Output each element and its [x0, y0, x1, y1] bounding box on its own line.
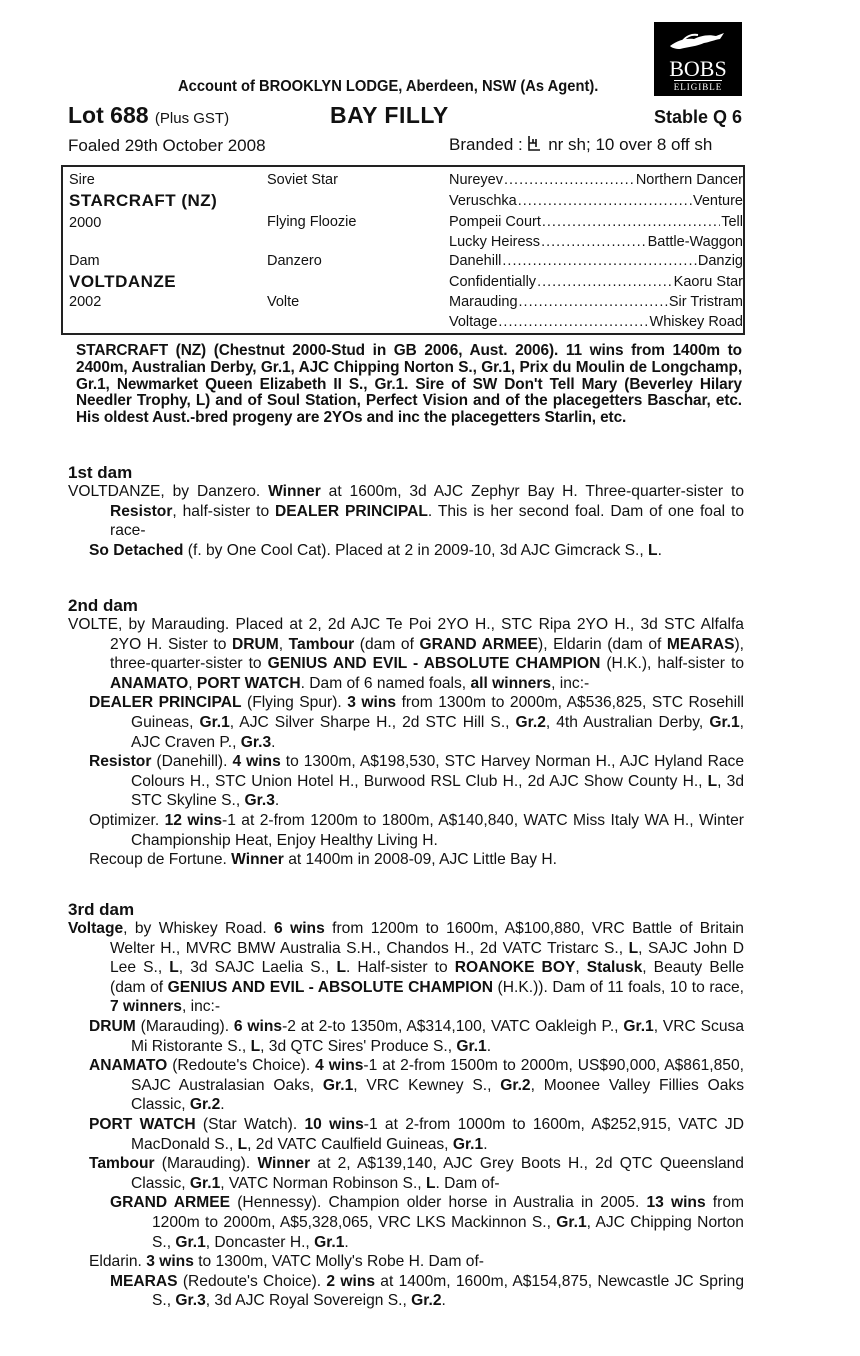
bold-text: MEARAS — [666, 635, 735, 653]
bold-text: 12 wins — [164, 811, 223, 829]
produce-entry — [68, 919, 744, 1017]
bold-text: GENIUS AND EVIL - ABSOLUTE CHAMPION — [167, 978, 493, 996]
ancestor-sire: Kaoru Star — [673, 274, 743, 290]
text: (dam of — [354, 635, 420, 653]
bold-text: Gr.3 — [175, 1292, 206, 1310]
text: . — [344, 1233, 349, 1251]
text: . — [486, 1037, 492, 1055]
bold-text: L — [169, 959, 179, 977]
produce-entry — [68, 1017, 744, 1056]
leader-dots — [502, 253, 696, 269]
bold-text: Gr.1 — [175, 1233, 206, 1251]
bold-text: DRUM — [231, 635, 279, 653]
produce-entry — [68, 1056, 744, 1115]
produce-entry — [68, 1272, 744, 1311]
brand-description: nr sh; 10 over 8 off sh — [548, 135, 713, 154]
brand-info — [449, 135, 712, 155]
bold-text: MEARAS — [110, 1272, 178, 1290]
text: , AJC Craven P., — [131, 713, 744, 751]
text: at 1400m, 1600m, A$154,875, Newcastle JC Spring S., — [152, 1272, 744, 1310]
bold-text: Gr.1 — [199, 713, 230, 731]
ancestor-name: Danehill — [449, 253, 502, 269]
text: to 1300m, VATC Molly's Robe H. Dam of- — [193, 1253, 484, 1271]
text: , SAJC John D Lee S., — [110, 939, 744, 977]
text: at 1600m, 3d AJC Zephyr Bay H. Three-quarter-sister to — [320, 483, 744, 500]
bobs-logo — [654, 22, 742, 96]
text: (Marauding). — [135, 1017, 234, 1035]
ancestor-name: Voltage — [449, 314, 498, 330]
sire-dam: Flying Floozie — [267, 214, 357, 230]
text: , by Whiskey Road. — [123, 920, 275, 937]
horse-description: BAY FILLY — [330, 102, 449, 128]
dam-name: VOLTDANZE — [69, 272, 177, 291]
sire-year: 2000 — [69, 215, 102, 231]
gst-note: (Plus GST) — [154, 110, 230, 127]
branded-label: Branded : — [449, 135, 523, 154]
bold-text: Resistor — [110, 502, 173, 520]
text: , 3d QTC Sires' Produce S., — [260, 1037, 457, 1055]
bold-text: Gr.1 — [189, 1174, 221, 1192]
text: Recoup de Fortune. — [89, 851, 232, 869]
ancestor-name: Marauding — [449, 294, 518, 310]
bold-text: 4 wins — [232, 753, 281, 771]
pedigree-ancestor — [449, 314, 743, 330]
leader-dots — [498, 314, 648, 330]
text: -2 at 2-to 1350m, A$314,100, VATC Oakleigh P., — [282, 1017, 624, 1035]
ancestor-name: Pompeii Court — [449, 214, 541, 230]
leader-dots — [519, 294, 668, 310]
leader-dots — [518, 193, 692, 209]
sire-name: STARCRAFT (NZ) — [69, 191, 218, 210]
bold-text: Tambour — [288, 635, 355, 653]
text: (Redoute's Choice). — [167, 1057, 316, 1075]
leader-dots — [542, 214, 720, 230]
leader-dots — [537, 274, 673, 290]
text: , half-sister to — [172, 502, 276, 520]
text: (Redoute's Choice). — [177, 1272, 327, 1290]
sire-label: Sire — [69, 172, 95, 188]
produce-entry — [68, 1154, 744, 1193]
text: , inc:- — [181, 998, 221, 1016]
text: (H.K.)). Dam of 11 foals, 10 to race, — [493, 978, 744, 996]
sire-summary: STARCRAFT (NZ) (Chestnut 2000-Stud in GB 2006, Aust. 2006). 11 wins from 1400m to 2400m, Australian Derby, Gr.1, AJC Chipping Norton S., Gr.1, Prix du Moulin de Longchamp, Gr.1, Newmarket Queen Elizabeth II S., Gr.1. Sire of SW Don't Tell Mary (Beverley Hilary Needler Trophy, L) and of Soul Station, Perfect Vision and of the placegetters Baschar, etc. His oldest Aust.-bred progeny are 2YOs and inc the placegetters Starlin, etc. — [76, 342, 742, 427]
text: . — [271, 733, 276, 751]
bold-text: Gr.1 — [556, 1213, 587, 1231]
bold-text: L — [425, 1174, 436, 1192]
bold-text: GRAND ARMEE — [419, 635, 538, 653]
bold-text: 10 wins — [304, 1115, 364, 1133]
produce-entry — [68, 850, 744, 870]
text: . This is her second foal. Dam of one foal to race- — [110, 502, 744, 540]
bold-text: ROANOKE BOY — [454, 959, 576, 977]
pedigree-ancestor — [449, 253, 743, 269]
text: (Star Watch). — [195, 1115, 305, 1133]
third-dam-heading: 3rd dam — [68, 900, 135, 919]
sire-sire: Soviet Star — [267, 172, 338, 188]
bold-text: Gr.1 — [322, 1076, 354, 1094]
bold-text: So Detached — [89, 541, 184, 559]
second-dam-heading: 2nd dam — [68, 596, 138, 615]
produce-entry — [68, 1252, 744, 1272]
ancestor-name: Confidentially — [449, 274, 537, 290]
text: , VRC Scusa Mi Ristorante S., — [131, 1017, 744, 1055]
stable-number: Stable Q 6 — [653, 107, 742, 127]
text: . Dam of- — [435, 1174, 500, 1192]
text: -1 at 2-from 1000m to 1600m, A$252,915, VATC JD MacDonald S., — [131, 1115, 744, 1153]
bold-text: PORT WATCH — [196, 674, 301, 692]
bold-text: L — [336, 959, 346, 977]
horse-icon — [668, 30, 728, 52]
second-dam-section — [68, 596, 744, 870]
brand-icon — [527, 135, 541, 151]
bold-text: 13 wins — [646, 1194, 706, 1212]
text: ), Eldarin (dam of — [538, 635, 667, 653]
first-dam-section — [68, 463, 744, 560]
produce-entry — [68, 615, 744, 693]
text: , — [278, 635, 289, 653]
bold-text: 3 wins — [146, 1253, 194, 1271]
pedigree-ancestor — [449, 234, 743, 250]
text: (H.K.), half-sister to — [600, 655, 745, 673]
bold-text: Resistor — [89, 753, 152, 771]
bold-text: Gr.1 — [623, 1017, 654, 1035]
text: -1 at 2-from 1500m to 2000m, US$90,000, A$861,850, SAJC Australasian Oaks, — [131, 1057, 744, 1094]
text: , Beauty Belle (dam of — [110, 959, 744, 996]
ancestor-sire: Sir Tristram — [668, 294, 743, 310]
bold-text: Tambour — [89, 1155, 155, 1173]
text: , 3d AJC Royal Sovereign S., — [205, 1292, 412, 1310]
produce-entry — [68, 482, 744, 541]
text: , 3d STC Skyline S., — [131, 772, 744, 810]
text: . Dam of 6 named foals, — [300, 674, 471, 692]
dam-dam: Volte — [267, 294, 300, 310]
pedigree-table — [61, 165, 745, 335]
text: , — [575, 959, 587, 977]
logo-text: BOBS — [669, 56, 727, 81]
bold-text: Gr.2 — [500, 1076, 531, 1094]
text: (Hennessy). Champion older horse in Australia in 2005. — [230, 1194, 647, 1212]
produce-entry — [68, 541, 744, 561]
pedigree-ancestor — [449, 294, 743, 310]
bold-text: Gr.1 — [452, 1135, 484, 1153]
text: , 3d SAJC Laelia S., — [178, 959, 337, 977]
bold-text: Gr.2 — [411, 1292, 442, 1310]
pedigree-ancestor — [449, 214, 743, 230]
text: (f. by One Cool Cat). Placed at 2 in 2009-10, 3d AJC Gimcrack S., — [183, 541, 649, 559]
bold-text: Stalusk — [586, 959, 643, 977]
bold-text: Gr.2 — [515, 713, 546, 731]
produce-entry — [68, 693, 744, 752]
text: , Doncaster H., — [205, 1233, 315, 1251]
text: , — [188, 674, 197, 692]
bold-text: 3 wins — [347, 694, 397, 712]
bold-text: 2 wins — [326, 1272, 376, 1290]
bold-text: 4 wins — [315, 1057, 364, 1075]
text: (Danehill). — [151, 753, 233, 771]
ancestor-sire: Battle-Waggon — [647, 234, 743, 250]
ancestor-name: Nureyev — [449, 172, 503, 188]
bold-text: Gr.3 — [244, 792, 275, 810]
bold-text: ANAMATO — [89, 1057, 168, 1075]
text: VOLTDANZE, by Danzero. — [68, 483, 269, 500]
vendor-account: Account of BROOKLYN LODGE, Aberdeen, NSW (As Agent). — [178, 78, 599, 95]
text: , AJC Silver Sharpe H., 2d STC Hill S., — [229, 713, 516, 731]
ancestor-name: Lucky Heiress — [449, 234, 541, 250]
bold-text: L — [237, 1135, 248, 1153]
leader-dots — [541, 234, 647, 250]
text: , Moonee Valley Fillies Oaks Classic, — [131, 1076, 744, 1114]
text: , 2d VATC Caulfield Guineas, — [247, 1135, 453, 1153]
dam-year: 2002 — [69, 294, 102, 310]
bold-text: L — [628, 939, 639, 957]
bold-text: DRUM — [89, 1017, 136, 1035]
bold-text: DEALER PRINCIPAL — [89, 694, 242, 712]
text: , AJC Chipping Norton S., — [152, 1213, 744, 1251]
lot-number — [68, 102, 229, 129]
text: . — [274, 792, 280, 810]
text: -1 at 2-from 1200m to 1800m, A$140,840, WATC Miss Italy WA H., Winter Championship Heat, Enjoy Healthy Living H. — [131, 811, 744, 849]
text: . Half-sister to — [345, 959, 455, 977]
text: , inc:- — [551, 674, 590, 692]
text: (Marauding). — [154, 1155, 258, 1173]
ancestor-sire: Whiskey Road — [649, 314, 743, 330]
bold-text: Gr.3 — [240, 733, 272, 751]
bold-text: 7 winners — [110, 998, 182, 1016]
bold-text: L — [707, 772, 718, 790]
text: Eldarin. — [89, 1253, 147, 1271]
bold-text: ANAMATO — [110, 674, 189, 692]
text: Optimizer. — [89, 811, 165, 829]
produce-entry — [68, 1115, 744, 1154]
bold-text: DEALER PRINCIPAL — [275, 502, 428, 520]
text: at 1400m in 2008-09, AJC Little Bay H. — [283, 851, 557, 869]
bold-text: Winner — [231, 851, 284, 869]
text: to 1300m, A$198,530, STC Harvey Norman H., AJC Hyland Race Colours H., STC Union Hotel H., Burwood RSL Club H., 2d AJC Show County H., — [131, 753, 744, 790]
bold-text: Gr.1 — [314, 1233, 345, 1251]
leader-dots — [504, 172, 635, 188]
text: . — [657, 541, 662, 559]
bold-text: Winner — [268, 483, 321, 500]
bold-text: 6 wins — [274, 920, 325, 937]
text: from 1300m to 2000m, A$536,825, STC Rosehill Guineas, — [131, 694, 744, 731]
bold-text: Gr.1 — [456, 1037, 487, 1055]
text: ), three-quarter-sister to — [110, 635, 745, 673]
text: . — [441, 1292, 446, 1310]
bold-text: Gr.1 — [709, 713, 740, 731]
dam-label: Dam — [69, 253, 100, 269]
text: from 1200m to 1600m, A$100,880, VRC Battle of Britain Welter H., MVRC BMW Australia S.H., Chandos H., 2d VATC Tristarc S., — [110, 920, 744, 957]
text: . — [220, 1096, 225, 1114]
logo-subtext: ELIGIBLE — [673, 82, 723, 92]
bold-text: Gr.2 — [189, 1096, 221, 1114]
text: . — [483, 1135, 488, 1153]
third-dam-section — [68, 900, 744, 1311]
foaled-date: Foaled 29th October 2008 — [68, 136, 266, 155]
text: , VATC Norman Robinson S., — [220, 1174, 426, 1192]
bold-text: PORT WATCH — [89, 1115, 196, 1133]
bold-text: Voltage — [68, 920, 124, 937]
pedigree-ancestor — [449, 274, 743, 290]
bold-text: GRAND ARMEE — [110, 1194, 231, 1212]
produce-entry — [68, 752, 744, 811]
ancestor-sire: Northern Dancer — [635, 172, 743, 188]
text: , 4th Australian Derby, — [545, 713, 710, 731]
text: at 2, A$139,140, AJC Grey Boots H., 2d QTC Queensland Classic, — [131, 1155, 744, 1192]
ancestor-sire: Venture — [693, 193, 743, 209]
pedigree-ancestor — [449, 193, 743, 209]
text: from 1200m to 2000m, A$5,328,065, VRC LKS Mackinnon S., — [152, 1194, 744, 1231]
lot-label: Lot 688 — [68, 102, 149, 128]
bold-text: all winners — [470, 674, 552, 692]
dam-sire: Danzero — [267, 253, 322, 269]
produce-entry — [68, 1193, 744, 1252]
bold-text: Winner — [257, 1155, 311, 1173]
produce-entry — [68, 811, 744, 850]
text: , VRC Kewney S., — [353, 1076, 501, 1094]
bold-text: 6 wins — [233, 1017, 283, 1035]
text: VOLTE, by Marauding. Placed at 2, 2d AJC Te Poi 2YO H., STC Ripa 2YO H., 3d STC Alfalfa 2YO H. Sister to — [68, 616, 744, 653]
bold-text: L — [648, 541, 658, 559]
ancestor-name: Veruschka — [449, 193, 517, 209]
bold-text: L — [250, 1037, 261, 1055]
bold-text: GENIUS AND EVIL - ABSOLUTE CHAMPION — [267, 655, 601, 673]
ancestor-sire: Tell — [721, 214, 743, 230]
pedigree-ancestor — [449, 172, 743, 188]
first-dam-heading: 1st dam — [68, 463, 133, 482]
text: (Flying Spur). — [241, 694, 348, 712]
ancestor-sire: Danzig — [697, 253, 743, 269]
